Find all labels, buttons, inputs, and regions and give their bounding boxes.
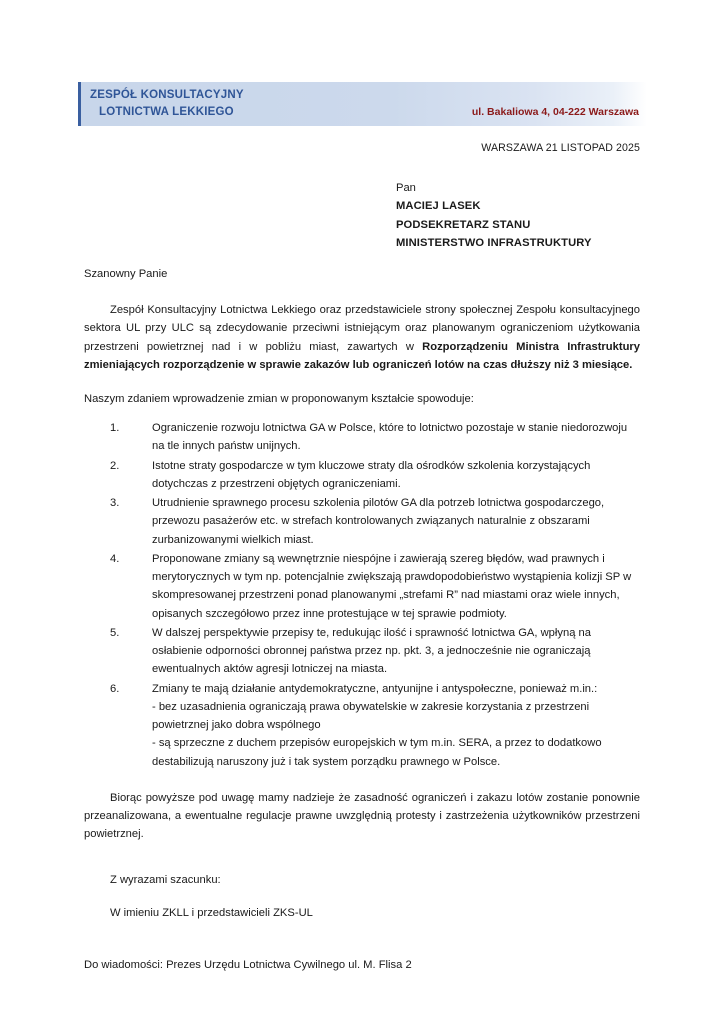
signature-block — [84, 871, 640, 922]
opening-paragraph-plain: Zespół Konsultacyjny Lotnictwa Lekkiego oraz przedstawiciele strony społecznej Zespołu konsultacyjnego sektora UL przy ULC są zdecydowanie przeciwni istniejącym oraz planowanym ograniczeniom użytkowania przestrzeni powietrznej nad i w pobliżu miast, zawartych w — [84, 304, 640, 353]
point-1-text: Ograniczenie rozwoju lotnictwa GA w Polsce, które to lotnictwo pozostaje w stanie niedorozwoju na tle innych państw unijnych. — [152, 422, 628, 453]
organization-address: ul. Bakaliowa 4, 04-222 Warszawa — [471, 106, 639, 118]
recipient-name: MACIEJ LASEK — [396, 200, 481, 213]
salutation: Szanowny Panie — [84, 268, 168, 281]
opening-paragraph — [84, 301, 640, 374]
list-item — [132, 680, 640, 771]
point-4-text: Proponowane zmiany są wewnętrznie niespójne i zawierają szereg błędów, wad prawnych i merytorycznych w tym np. potencjalnie zwiększają prawdopodobieństwo wystąpienia kolizji SP w skompresowanej przestrzeni ponad planowanymi „strefami R” nad miastami oraz wiele innych, opisanych szczegółowo przez inne protestujące w tej sprawie podmioty. — [152, 552, 632, 620]
date-line: WARSZAWA 21 LISTOPAD 2025 — [481, 142, 640, 154]
carbon-copy-note: Do wiadomości: Prezes Urzędu Lotnictwa Cywilnego ul. M. Flisa 2 — [84, 959, 412, 972]
recipient-block — [84, 179, 640, 252]
recipient-institution: MINISTERSTWO INFRASTRUKTURY — [396, 236, 592, 249]
recipient-honorific: Pan — [396, 182, 416, 195]
list-item — [132, 419, 640, 456]
point-2-text: Istotne straty gospodarcze w tym kluczowe straty dla ośrodków szkolenia korzystających dotychczas z przestrzeni objętych ograniczeniami. — [152, 459, 591, 490]
closing-paragraph: Biorąc powyższe pod uwagę mamy nadzieje że zasadność ograniczeń i zakazu lotów zostanie ponownie przeanalizowana, a ewentualne regulacje prawne uwzględnią protesty i zastrzeżenia użytkowników przestrzeni powietrznej. — [84, 791, 640, 841]
point-6-text: Zmiany te mają działanie antydemokratyczne, antyunijne i antyspołeczne, ponieważ m.in.: — [152, 682, 598, 695]
list-item — [132, 494, 640, 549]
point-3-text: Utrudnienie sprawnego procesu szkolenia pilotów GA dla potrzeb lotnictwa gospodarczego, przewozu pasażerów etc. w strefach kontrolowanych związanych naturalnie z obszarami zurbanizowanymi wielkich miast. — [152, 497, 605, 546]
letter-body — [84, 140, 640, 975]
numbered-points-list — [84, 419, 640, 771]
organization-name-line-1: ZESPÓŁ KONSULTACYJNY — [90, 89, 244, 101]
letterhead-banner — [78, 82, 647, 126]
sign-off: Z wyrazami szacunku: — [110, 874, 221, 887]
list-item — [132, 457, 640, 494]
organization-name-line-2: LOTNICTWA LEKKIEGO — [99, 106, 234, 118]
lead-in-text: Naszym zdaniem wprowadzenie zmian w proponowanym kształcie spowoduje: — [84, 392, 474, 405]
opening-paragraph-bold: Rozporządzeniu Ministra Infrastruktury zmieniających rozporządzenie w sprawie zakazów lub ograniczeń lotów na czas dłuższy niż 3 miesiące. — [84, 340, 640, 371]
list-item — [132, 550, 640, 623]
list-item — [132, 624, 640, 679]
point-6-dash-1: - bez uzasadnienia ograniczają prawa obywatelskie w zakresie korzystania z przestrzeni powietrznej jako dobra wspólnego — [152, 700, 590, 731]
recipient-position: PODSEKRETARZ STANU — [396, 218, 531, 231]
point-5-text: W dalszej perspektywie przepisy te, redukując ilość i sprawność lotnictwa GA, wpłyną na osłabienie odporności obronnej państwa przez np. pkt. 3, a jednocześnie nie ograniczają ewentualnych aktów agresji lotniczej na miasta. — [152, 626, 591, 676]
signed-by: W imieniu ZKLL i przedstawicieli ZKS-UL — [110, 907, 313, 920]
point-6-dash-2: - są sprzeczne z duchem przepisów europejskich w tym m.in. SERA, a przez to dodatkowo destabilizują naruszony już i tak system porządku prawnego w Polsce. — [152, 737, 602, 768]
